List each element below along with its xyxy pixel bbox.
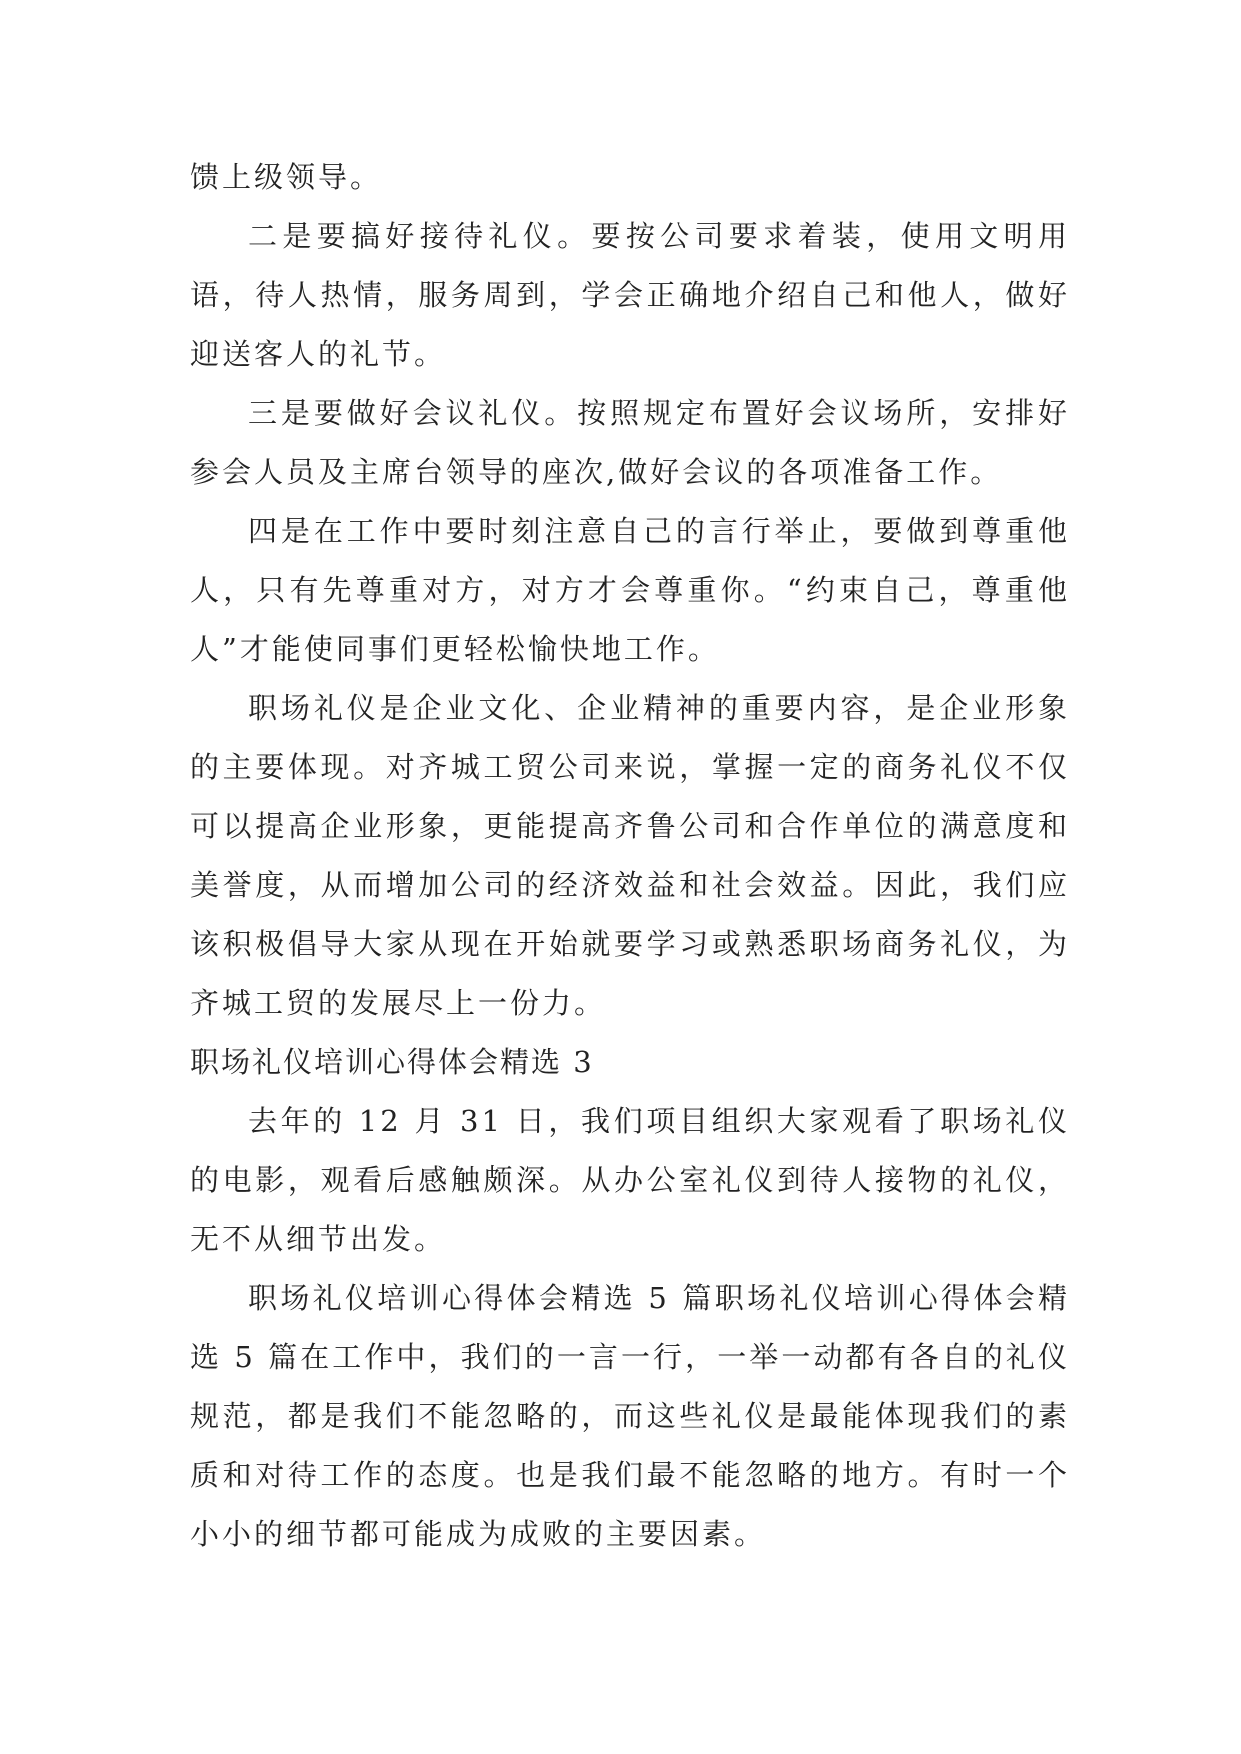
paragraph-reception-etiquette: 二是要搞好接待礼仪。要按公司要求着装，使用文明用语，待人热情，服务周到，学会正确地介绍自己和他人，做好迎送客人的礼节。 (190, 219, 1070, 371)
section-heading: 职场礼仪培训心得体会精选 3 (190, 1045, 594, 1079)
paragraph-workplace-etiquette-summary: 职场礼仪是企业文化、企业精神的重要内容，是企业形象的主要体现。对齐城工贸公司来说，掌握一定的商务礼仪不仅可以提高企业形象，更能提高齐鲁公司和合作单位的满意度和美誉度，从而增加公司的经济效益和社会效益。因此，我们应该积极倡导大家从现在开始就要学习或熟悉职场商务礼仪，为齐城工贸的发展尽上一份力。 (190, 691, 1070, 1020)
document-body (190, 148, 1070, 1564)
paragraph-conduct: 四是在工作中要时刻注意自己的言行举止，要做到尊重他人，只有先尊重对方，对方才会尊重你。“约束自己，尊重他人”才能使同事们更轻松愉快地工作。 (190, 514, 1070, 666)
paragraph-movie-viewing: 去年的 12 月 31 日，我们项目组织大家观看了职场礼仪的电影，观看后感触颇深。从办公室礼仪到待人接物的礼仪，无不从细节出发。 (190, 1104, 1070, 1256)
paragraph-meeting-etiquette: 三是要做好会议礼仪。按照规定布置好会议场所，安排好参会人员及主席台领导的座次,做好会议的各项准备工作。 (190, 396, 1070, 489)
paragraph-etiquette-details: 职场礼仪培训心得体会精选 5 篇职场礼仪培训心得体会精选 5 篇在工作中，我们的一言一行，一举一动都有各自的礼仪规范，都是我们不能忽略的，而这些礼仪是最能体现我们的素质和对待工作的态度。也是我们最不能忽略的地方。有时一个小小的细节都可能成为成败的主要因素。 (190, 1281, 1070, 1551)
paragraph-continuation: 馈上级领导。 (190, 160, 383, 194)
